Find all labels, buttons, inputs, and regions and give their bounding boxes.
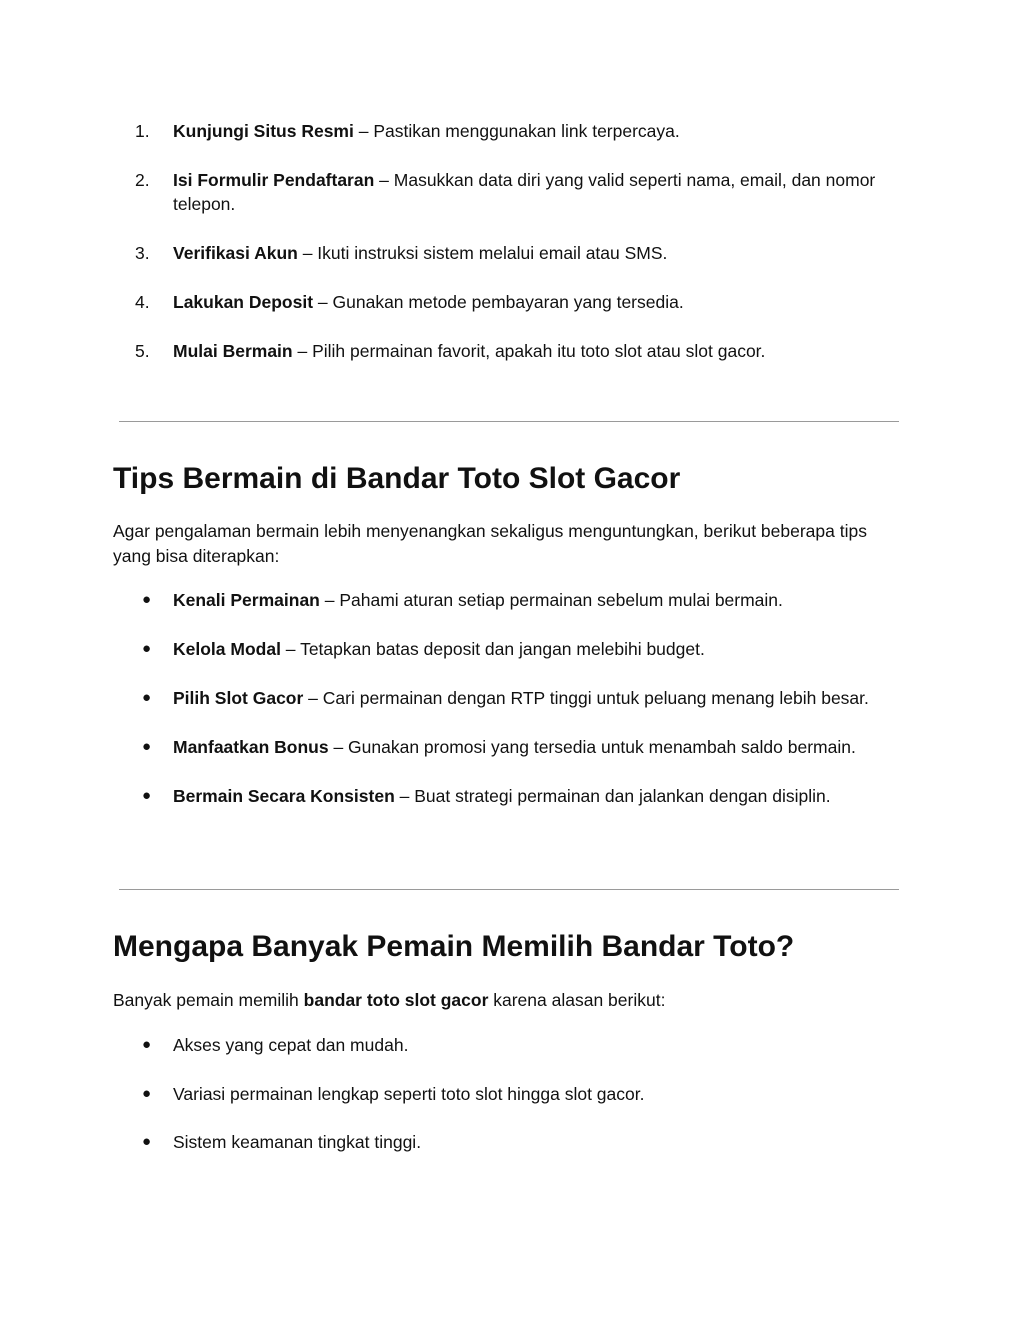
reasons-list (113, 1033, 893, 1179)
bullet-icon: ● (142, 787, 152, 804)
why-intro (113, 988, 893, 1013)
reason-text: Variasi permainan lengkap seperti toto slot hingga slot gacor. (173, 1083, 645, 1104)
tips-list (113, 588, 893, 833)
reason-text: Akses yang cepat dan mudah. (173, 1035, 409, 1055)
section-divider (119, 421, 899, 422)
tip-text: – Buat strategi permainan dan jalankan dengan disiplin. (394, 786, 831, 806)
step-text: – Pastikan menggunakan link terpercaya. (353, 121, 680, 141)
bullet-icon: ● (142, 738, 152, 755)
step-item-2 (113, 168, 893, 216)
step-title: Lakukan Deposit (173, 292, 314, 312)
step-item-4 (113, 290, 893, 314)
tip-item-5 (113, 784, 893, 808)
why-intro-before: Banyak pemain memilih (113, 990, 304, 1010)
reason-text: Sistem keamanan tingkat tinggi. (173, 1132, 422, 1152)
tip-item-3 (113, 686, 893, 710)
tip-text: – Pahami aturan setiap permainan sebelum mulai bermain. (319, 590, 783, 610)
tip-text: – Cari permainan dengan RTP tinggi untuk peluang menang lebih besar. (303, 688, 869, 708)
why-heading: Mengapa Banyak Pemain Memilih Bandar Toto? (113, 930, 795, 963)
step-text: – Masukkan data diri yang valid seperti nama, email, dan nomor telepon. (173, 170, 876, 214)
step-text: – Gunakan metode pembayaran yang tersedia. (313, 292, 684, 312)
step-number: 3. (135, 243, 150, 263)
tips-heading: Tips Bermain di Bandar Toto Slot Gacor (113, 462, 681, 495)
section-divider (119, 889, 899, 890)
reason-item-1 (113, 1033, 893, 1057)
tip-item-2 (113, 637, 893, 661)
bullet-icon: ● (142, 640, 152, 657)
step-title: Verifikasi Akun (173, 243, 298, 263)
bullet-icon: ● (142, 1133, 152, 1150)
tip-item-4 (113, 735, 893, 759)
tip-text: – Gunakan promosi yang tersedia untuk menambah saldo bermain. (328, 737, 856, 757)
tip-title: Bermain Secara Konsisten (173, 786, 395, 806)
tip-title: Kenali Permainan (173, 590, 320, 610)
bullet-icon: ● (142, 689, 152, 706)
tip-title: Kelola Modal (173, 639, 281, 659)
step-number: 2. (135, 170, 150, 190)
step-item-5 (113, 339, 893, 363)
tip-text: – Tetapkan batas deposit dan jangan melebihi budget. (280, 639, 705, 659)
step-title: Kunjungi Situs Resmi (173, 121, 354, 141)
step-title: Isi Formulir Pendaftaran (173, 170, 375, 190)
tip-item-1 (113, 588, 893, 612)
step-number: 5. (135, 341, 150, 361)
step-number: 1. (135, 121, 150, 141)
why-intro-bold: bandar toto slot gacor (303, 990, 489, 1010)
bullet-icon: ● (142, 1084, 152, 1102)
bullet-icon: ● (142, 1036, 152, 1053)
tips-intro: Agar pengalaman bermain lebih menyenangkan sekaligus menguntungkan, berikut beberapa tips yang bisa diterapkan: (113, 521, 867, 566)
why-intro-after: karena alasan berikut: (488, 990, 666, 1010)
step-number: 4. (135, 292, 150, 312)
registration-steps-list (113, 119, 893, 388)
bullet-icon: ● (142, 591, 152, 608)
step-item-3 (113, 241, 893, 265)
step-item-1 (113, 119, 893, 143)
step-title: Mulai Bermain (173, 341, 293, 361)
reason-item-2 (113, 1082, 893, 1106)
step-text: – Ikuti instruksi sistem melalui email atau SMS. (297, 243, 668, 263)
reason-item-3 (113, 1130, 893, 1154)
tip-title: Manfaatkan Bonus (173, 737, 329, 757)
step-text: – Pilih permainan favorit, apakah itu toto slot atau slot gacor. (292, 341, 766, 361)
tip-title: Pilih Slot Gacor (173, 688, 304, 708)
